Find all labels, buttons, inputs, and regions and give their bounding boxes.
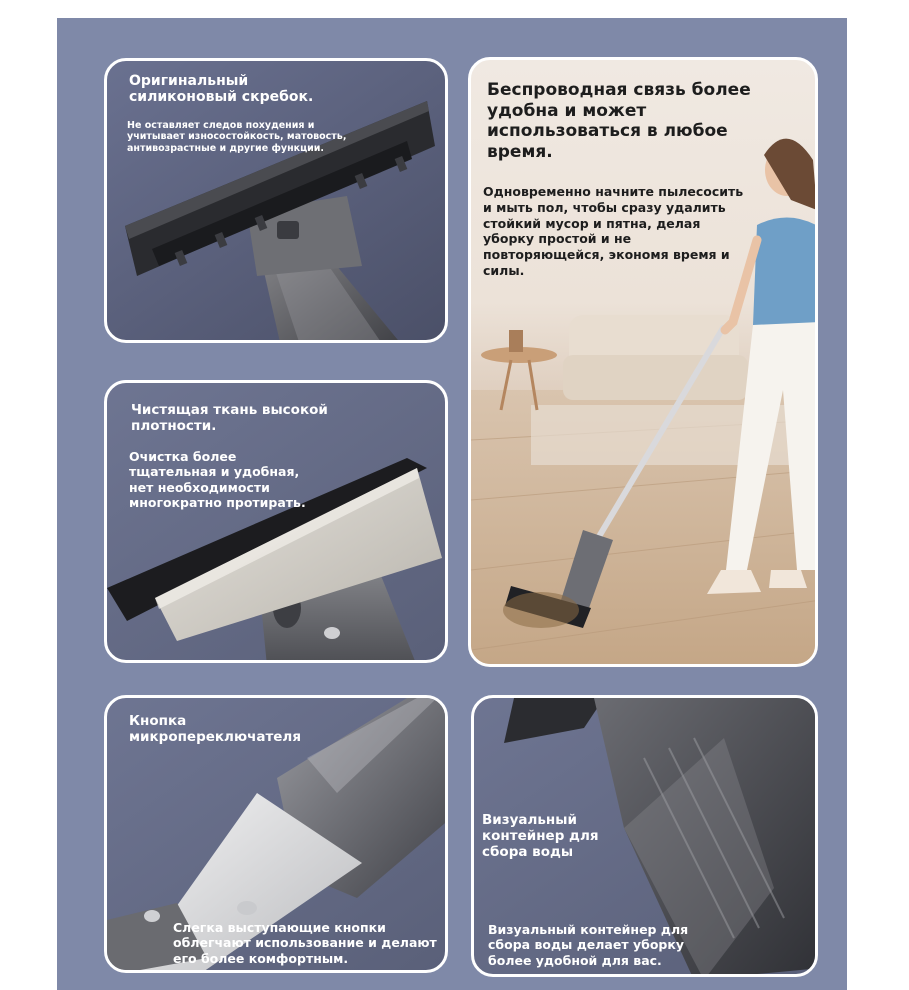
scraper-panel	[104, 58, 448, 343]
cloth-title: Чистящая ткань высокой плотности.	[131, 402, 328, 434]
switch-body: Слегка выступающие кнопки облегчают использование и делают его более комфортным.	[173, 920, 437, 966]
scraper-title: Оригинальный силиконовый скребок.	[129, 73, 314, 106]
scraper-body: Не оставляет следов похудения и учитывает износостойкость, матовость, антивозрастные и другие функции.	[127, 120, 347, 154]
container-title: Визуальный контейнер для сбора воды	[482, 812, 599, 861]
container-panel	[471, 695, 818, 977]
wireless-title: Беспроводная связь более удобна и может использоваться в любое время.	[487, 80, 751, 163]
wireless-panel	[468, 57, 818, 667]
switch-title: Кнопка микропереключателя	[129, 713, 301, 745]
cloth-panel	[104, 380, 448, 663]
container-body: Визуальный контейнер для сбора воды делает уборку более удобной для вас.	[488, 922, 689, 968]
wireless-body: Одновременно начните пылесосить и мыть пол, чтобы сразу удалить стойкий мусор и пятна, делая уборку простой и не повторяющейся, экономя время и силы.	[483, 184, 744, 278]
switch-panel	[104, 695, 448, 973]
cloth-body: Очистка более тщательная и удобная, нет необходимости многократно протирать.	[129, 449, 306, 510]
